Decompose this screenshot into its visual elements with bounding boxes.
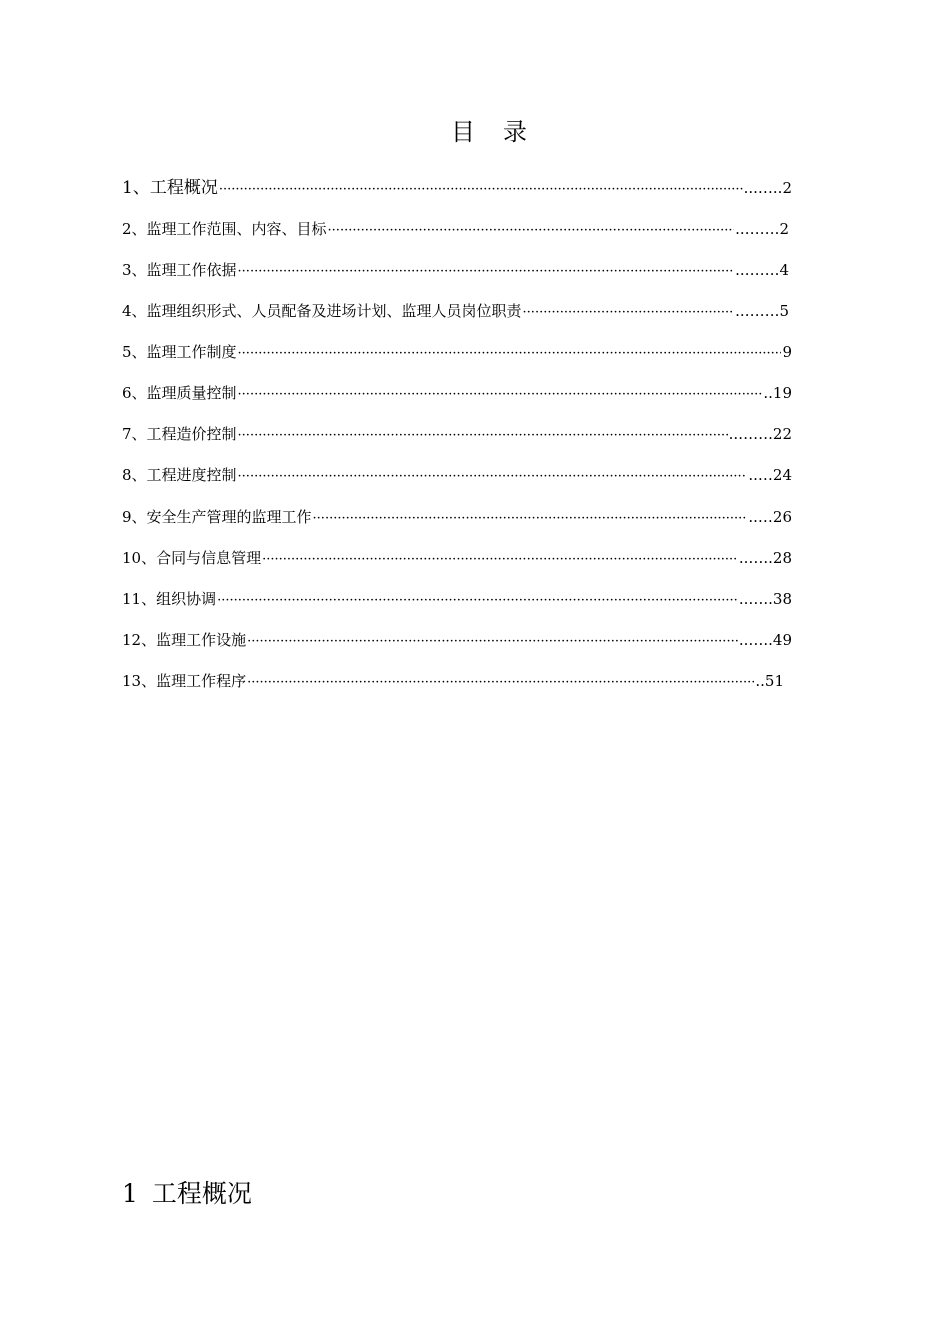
toc-entry-page: ..…..28 (738, 549, 792, 567)
section-number: 1 (122, 1179, 138, 1208)
toc-entry[interactable] (122, 300, 789, 322)
toc-entry[interactable] (122, 547, 792, 569)
toc-leader-dots (328, 223, 735, 238)
toc-entry-page: ..…26 (748, 508, 792, 526)
toc-entry-label: 7、工程造价控制 (122, 425, 237, 443)
toc-entry-page: ..…….2 (735, 220, 789, 238)
toc-entry[interactable] (122, 382, 792, 404)
toc-entry-page: ..…..49 (738, 631, 792, 649)
toc-leader-dots (523, 305, 735, 320)
toc-entry-page: ..…….22 (728, 425, 792, 443)
toc-entry-page: ..…….5 (735, 302, 789, 320)
toc-leader-dots (247, 634, 738, 649)
toc-entry-label: 4、监理组织形式、人员配备及进场计划、监理人员岗位职责 (122, 302, 522, 320)
toc-title-char-2: 录 (503, 118, 527, 146)
toc-entry[interactable] (122, 218, 789, 240)
toc-entry-page: ...…..2 (743, 179, 792, 197)
toc-leader-dots (238, 387, 763, 402)
toc-leader-dots (247, 675, 754, 690)
toc-entry-label: 1、工程概况 (122, 178, 218, 198)
toc-entry-label: 3、监理工作依据 (122, 261, 237, 279)
toc-leader-dots (238, 346, 782, 361)
toc-title-char-1: 目 (451, 118, 475, 146)
toc-entry[interactable] (122, 259, 789, 281)
toc-entry[interactable] (122, 341, 792, 363)
toc-entry[interactable] (122, 670, 784, 692)
toc-entry[interactable] (122, 629, 792, 651)
toc-entry-page: 9 (782, 343, 792, 361)
toc-entry-page: ..…….4 (735, 261, 789, 279)
toc-entry-label: 9、安全生产管理的监理工作 (122, 508, 312, 526)
toc-entry-label: 13、监理工作程序 (122, 672, 247, 690)
toc-entry-label: 2、监理工作范围、内容、目标 (122, 220, 327, 238)
toc-leader-dots (238, 428, 728, 443)
toc-leader-dots (217, 593, 738, 608)
toc-leader-dots (238, 469, 748, 484)
toc-entry[interactable] (122, 588, 792, 610)
toc-entry-label: 8、工程进度控制 (122, 466, 237, 484)
toc-leader-dots (262, 552, 738, 567)
section-heading (122, 1174, 252, 1210)
toc-leader-dots (313, 511, 748, 526)
toc-entry-label: 10、合同与信息管理 (122, 549, 262, 567)
toc-entry[interactable] (122, 506, 792, 528)
toc-entry[interactable] (122, 464, 792, 486)
toc-entry-page: ..51 (755, 672, 784, 690)
toc-entry[interactable] (122, 423, 792, 445)
toc-entry-page: ..…24 (748, 466, 792, 484)
toc-entry-page: ..19 (763, 384, 792, 402)
toc-entry-label: 5、监理工作制度 (122, 343, 237, 361)
toc-entry-label: 11、组织协调 (122, 590, 217, 608)
toc-leader-dots (219, 182, 743, 197)
section-title: 工程概况 (151, 1179, 252, 1208)
toc-title (0, 112, 950, 147)
toc-entry-page: ..…..38 (738, 590, 792, 608)
toc-entry-label: 12、监理工作设施 (122, 631, 247, 649)
toc-entry-label: 6、监理质量控制 (122, 384, 237, 402)
toc-entry[interactable] (122, 173, 792, 198)
toc-leader-dots (238, 264, 735, 279)
